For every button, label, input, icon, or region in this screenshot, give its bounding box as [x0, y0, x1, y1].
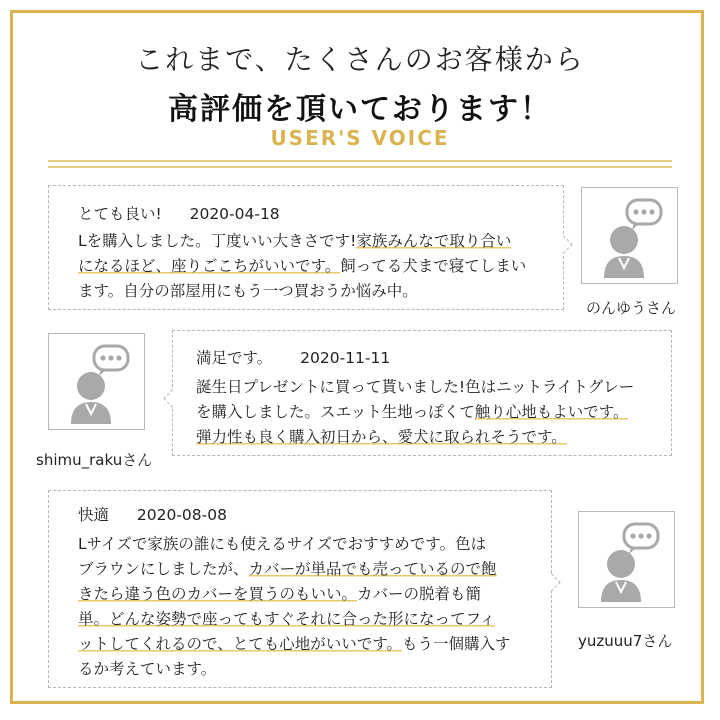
review-line: [78, 582, 510, 607]
review-title: とても良い!: [78, 205, 162, 223]
review-line: [78, 254, 526, 279]
highlighted-text: になるほど、座りごこちがいいです。: [78, 257, 341, 275]
review-text: ます。自分の部屋用にもう一つ買おうか悩み中。: [78, 282, 418, 300]
highlighted-text: 家族みんなで取り合い: [356, 232, 512, 250]
avatar-1: [581, 187, 678, 284]
review-text: ブラウンにしましたが、: [78, 560, 249, 578]
review-line: [78, 607, 510, 632]
review-title: 快適: [78, 506, 110, 524]
review-line: [196, 375, 634, 400]
review-line: [78, 632, 510, 657]
user-chat-avatar-icon: [582, 188, 676, 282]
review-text: Lを購入しました。丁度いい大きさです!: [78, 232, 357, 250]
avatar-3: [578, 511, 675, 608]
highlighted-text: ットしてくれるので、とても心地がいいです。: [78, 635, 402, 653]
review-body: [78, 229, 526, 304]
review-title: 満足です。: [196, 349, 273, 367]
review-line: [196, 425, 634, 450]
reviewer-name: yuzuuu7さん: [578, 632, 673, 650]
review-line: [78, 557, 510, 582]
review-text: 飼ってる犬まで寝てしまい: [340, 257, 527, 275]
review-line: [78, 532, 510, 557]
review-body: [196, 375, 634, 450]
review-line: [196, 400, 634, 425]
review-date: 2020-08-08: [136, 506, 227, 524]
review-heading: [78, 202, 280, 224]
review-line: [78, 279, 526, 304]
user-chat-avatar-icon: [579, 512, 673, 606]
highlighted-text: 弾力性も良く購入初日から、愛犬に取られそうです。: [196, 428, 567, 446]
review-heading: [78, 503, 227, 525]
reviewer-name: のんゆうさん: [586, 299, 677, 317]
divider-line: [48, 166, 672, 168]
reviewer-name: shimu_rakuさん: [36, 451, 153, 469]
review-text: 誕生日プレゼントに買って貰いました!色はニットライトグレー: [196, 378, 635, 396]
review-line: [78, 229, 526, 254]
section-subtitle: USER'S VOICE: [270, 126, 450, 150]
highlighted-text: 触り心地もよいです。: [474, 403, 629, 421]
review-heading: [196, 346, 390, 368]
review-text: もう一個購入す: [401, 635, 511, 653]
user-chat-avatar-icon: [49, 334, 143, 428]
divider-line: [48, 160, 672, 162]
review-date: 2020-11-11: [300, 349, 391, 367]
header-line2: 高評価を頂いております！: [168, 92, 552, 127]
review-text: るか考えています。: [78, 660, 217, 678]
highlighted-text: 単。どんな姿勢で座ってもすぐそれに合った形になってフィ: [78, 610, 496, 628]
review-text: Lサイズで家族の誰にも使えるサイズでおすすめです。色は: [78, 535, 487, 553]
review-body: [78, 532, 510, 682]
review-text: を購入しました。スエット生地っぽくて: [196, 403, 475, 421]
review-line: [78, 657, 510, 682]
review-date: 2020-04-18: [189, 205, 280, 223]
header-line1: これまで、たくさんのお客様から: [135, 43, 585, 76]
review-text: カバーの脱着も簡: [357, 585, 482, 603]
avatar-2: [48, 333, 145, 430]
highlighted-text: カバーが単品でも売っているので飽: [248, 560, 497, 578]
highlighted-text: きたら違う色のカバーを買うのもいい。: [78, 585, 358, 603]
